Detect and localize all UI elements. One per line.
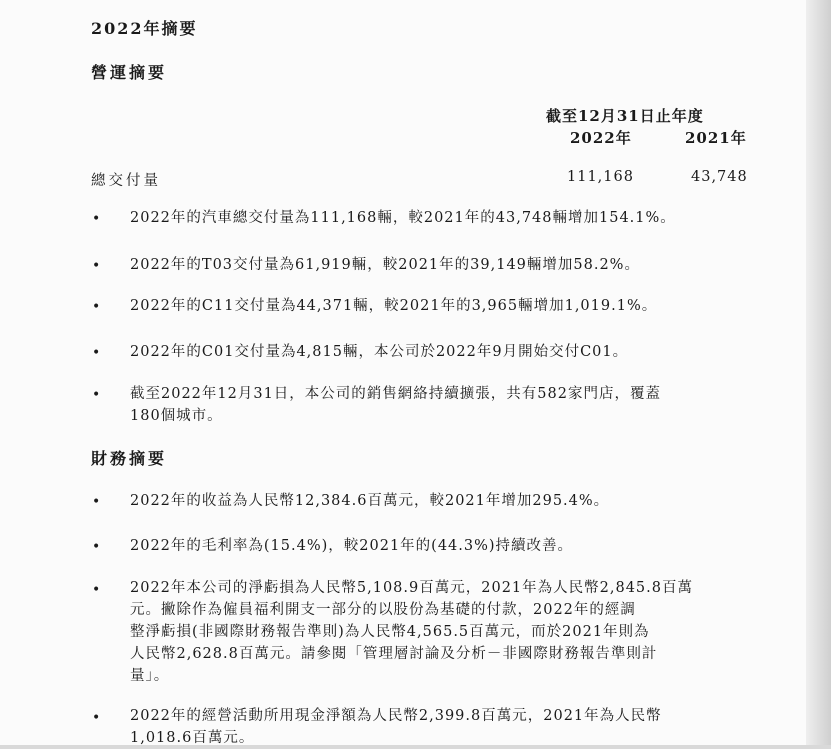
bullet-marker: •	[92, 258, 101, 274]
text-line: 2022年本公司的淨虧損為人民幣5,108.9百萬元，2021年為人民幣2,845.8百萬	[130, 580, 693, 596]
text-line: 整淨虧損(非國際財務報告準則)為人民幣4,565.5百萬元，而於2021年則為	[130, 624, 650, 640]
text-line: 截至2022年12月31日，本公司的銷售網絡持續擴張，共有582家門店，覆蓋	[130, 386, 661, 402]
table-row-label: 總交付量	[91, 173, 161, 189]
list-item: 2022年的C11交付量為44,371輛，較2021年的3,965輛增加1,019.1%。	[130, 298, 658, 314]
finance-heading: 財務摘要	[91, 449, 168, 468]
bullet-marker: •	[92, 539, 101, 555]
table-period-label: 截至12月31日止年度	[546, 107, 704, 125]
list-item: 2022年的C01交付量為4,815輛，本公司於2022年9月開始交付C01。	[130, 344, 629, 360]
table-year-2021: 2021年	[685, 129, 747, 147]
bullet-marker: •	[92, 211, 101, 227]
text-line: 2022年的經營活動所用現金淨額為人民幣2,399.8百萬元，2021年為人民幣	[130, 708, 662, 724]
page-title: 2022年摘要	[91, 19, 198, 38]
text-line: 1,018.6百萬元。	[130, 730, 255, 746]
bullet-marker: •	[92, 582, 101, 598]
list-item	[130, 577, 693, 687]
text-line: 人民幣2,628.8百萬元。請參閱「管理層討論及分析－非國際財務報告準則計	[130, 646, 658, 662]
table-value-2022: 111,168	[567, 169, 634, 185]
operations-heading: 營運摘要	[91, 63, 168, 82]
bullet-marker: •	[92, 387, 101, 403]
list-item: 2022年的毛利率為(15.4%)，較2021年的(44.3%)持續改善。	[130, 538, 574, 554]
bullet-marker: •	[92, 345, 101, 361]
text-line: 180個城市。	[130, 408, 223, 424]
list-item: 2022年的T03交付量為61,919輛，較2021年的39,149輛增加58.2%。	[130, 257, 640, 273]
bullet-marker: •	[92, 710, 101, 726]
bullet-marker: •	[92, 299, 101, 315]
page-edge-shadow	[806, 0, 831, 745]
text-line: 量」。	[130, 668, 170, 684]
list-item: 2022年的汽車總交付量為111,168輛，較2021年的43,748輛增加154.1%。	[130, 210, 676, 226]
table-year-2022: 2022年	[570, 129, 632, 147]
table-value-2021: 43,748	[691, 169, 748, 185]
list-item	[130, 383, 661, 427]
bullet-marker: •	[92, 494, 101, 510]
list-item: 2022年的收益為人民幣12,384.6百萬元，較2021年增加295.4%。	[130, 493, 610, 509]
text-line: 元。撇除作為僱員福利開支一部分的以股份為基礎的付款，2022年的經調	[130, 602, 636, 618]
list-item	[130, 705, 662, 749]
